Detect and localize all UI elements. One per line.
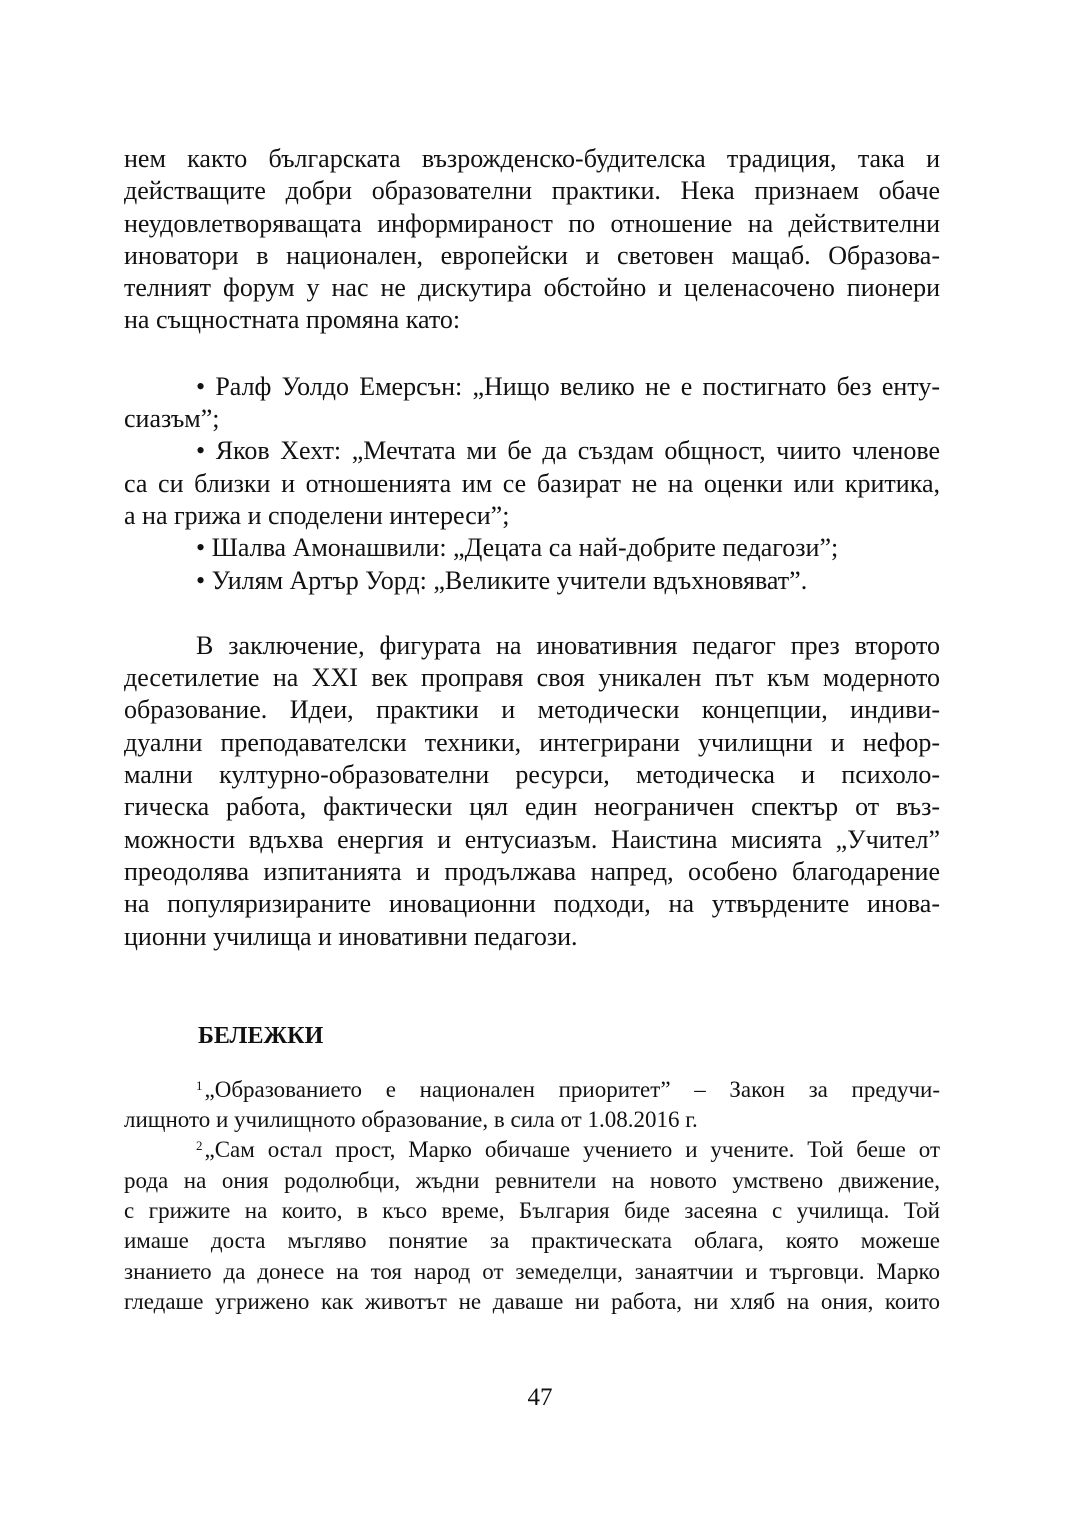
- footnote-line: гледаше угрижено как животът не даваше ни работа, ни хляб на ония, които: [124, 1288, 940, 1314]
- footnote-line: с грижите на които, в късо време, България биде засеяна с училища. Той: [124, 1198, 940, 1224]
- text-line: преодолява изпитанията и продължава напред, особено благодарение: [124, 856, 940, 886]
- text-line: на същностната промяна като:: [124, 305, 461, 335]
- page-content: [124, 143, 940, 1317]
- footnote-line: имаше доста мъгляво понятие за практическата облага, която можеше: [124, 1228, 940, 1254]
- text-line: на популяризираните иновационни подходи, на утвърдените инова-: [124, 889, 940, 919]
- bullet-item-continuation: сиазъм”;: [124, 404, 220, 434]
- footnote-line: [124, 1135, 940, 1165]
- text-line: В заключение, фигурата на иновативния педагог през второто: [196, 630, 940, 660]
- page-number: 47: [527, 1384, 553, 1411]
- bullet-item: • Яков Хехт: „Мечтата ми бе да създам общност, чиито членове: [196, 436, 940, 466]
- text-line: неудовлетворяващата информираност по отношение на действителни: [124, 208, 940, 238]
- text-line: действащите добри образователни практики. Нека признаем обаче: [124, 176, 940, 206]
- paragraph-intro: [124, 143, 940, 337]
- bullet-item-continuation: са си близки и отношенията им се базират не на оценки или критика,: [124, 468, 940, 498]
- footnote-marker: 2: [196, 1138, 203, 1154]
- text-line: десетилетие на XXI век проправя своя уникален път към модерното: [124, 663, 940, 693]
- footnote-line: лищното и училищното образование, в сила от 1.08.2016 г.: [124, 1107, 698, 1133]
- text-line: гическа работа, фактически цял един неограничен спектър от въз-: [124, 792, 940, 822]
- text-line: ционни училища и иновативни педагози.: [124, 921, 578, 951]
- text-line: нем както българската възрожденско-будителска традиция, така и: [124, 144, 940, 173]
- footnote-marker: 1: [196, 1077, 203, 1093]
- bullet-item: • Ралф Уолдо Емерсън: „Нищо велико не е постигнато без енту-: [196, 371, 940, 401]
- text-line: образование. Идеи, практики и методически концепции, индиви-: [124, 695, 940, 725]
- text-line: можности вдъхва енергия и ентусиазъм. Наистина мисията „Учител”: [124, 824, 940, 854]
- text-line: мални културно-образователни ресурси, методическа и психоло-: [124, 760, 940, 790]
- footnote-text: „Образованието е национален приоритет” – Закон за предучи-: [204, 1076, 940, 1102]
- paragraph-conclusion: [124, 630, 940, 953]
- text-line: дуални преподавателски техники, интегрирани училищни и нефор-: [124, 727, 940, 757]
- footnote-text: „Сам остал прост, Марко обичаше учението и учените. Той беше от: [204, 1137, 940, 1163]
- bullet-list: [124, 371, 940, 597]
- notes-section: [124, 1075, 940, 1317]
- footnote-line: [124, 1075, 940, 1105]
- bullet-item: • Уилям Артър Уорд: „Великите учители вдъхновяват”.: [196, 565, 808, 595]
- bullet-item-continuation: а на грижа и споделени интереси”;: [124, 500, 510, 530]
- footnote-line: знанието да донесе на тоя народ от земеделци, занаятчии и търговци. Марко: [124, 1258, 940, 1284]
- bullet-item: • Шалва Амонашвили: „Децата са най-добрите педагози”;: [196, 533, 839, 563]
- text-line: иноватори в национален, европейски и световен мащаб. Образова-: [124, 240, 940, 270]
- text-line: телният форум у нас не дискутира обстойно и целенасочено пионери: [124, 273, 940, 303]
- footnote-line: рода на ония родолюбци, жъдни ревнители на новото умствено движение,: [124, 1167, 940, 1193]
- notes-heading: БЕЛЕЖКИ: [198, 1022, 324, 1049]
